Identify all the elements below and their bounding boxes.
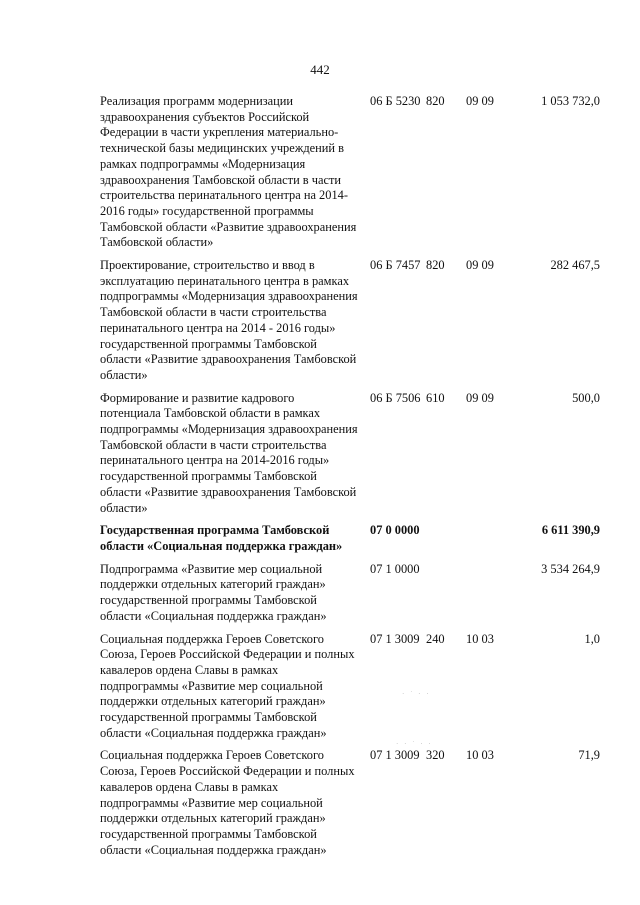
budget-table xyxy=(100,94,600,865)
table-row xyxy=(100,562,600,632)
row-expense-type xyxy=(426,562,460,632)
row-section-code: 09 09 xyxy=(466,94,494,108)
row-target-code: 06 Б 5230 xyxy=(370,94,421,108)
row-amount: 282 467,5 xyxy=(550,258,600,273)
row-amount: 1,0 xyxy=(584,631,600,646)
row-section-code xyxy=(460,562,500,632)
row-name: Государственная программа Тамбовской области «Социальная поддержка граждан» xyxy=(100,523,343,553)
row-expense-type: 320 xyxy=(426,748,445,763)
row-expense-type: 240 xyxy=(426,631,445,646)
row-amount: 3 534 264,9 xyxy=(541,561,600,576)
row-section-code: 10 03 xyxy=(466,631,494,646)
row-section-code: 10 03 xyxy=(466,748,494,763)
row-target-code: 06 Б 7457 xyxy=(370,258,421,273)
row-expense-type: 820 xyxy=(426,258,445,273)
row-name: Подпрограмма «Развитие мер социальной поддержки отдельных категорий граждан» государственной программы Тамбовской области «Социальная поддержка граждан» xyxy=(100,561,327,623)
row-amount: 6 611 390,9 xyxy=(541,523,600,538)
row-target-code: 07 1 3009 xyxy=(370,748,420,763)
row-target-code: 07 1 0000 xyxy=(370,561,420,576)
table-row xyxy=(100,632,600,749)
row-name: Проектирование, строительство и ввод в эксплуатацию перинатального центра в рамках подпрограммы «Модернизация здравоохранения Тамбовской области в части строительства перинатального центра на 2014 - 2016 годы» государственной программы Тамбовской области «Развитие здравоохранения Тамбовской области» xyxy=(100,258,358,382)
page-number: 442 xyxy=(310,62,330,77)
row-expense-type: 610 xyxy=(426,390,445,405)
table-row xyxy=(100,391,600,524)
row-target-code: 06 Б 7506 xyxy=(370,390,421,405)
scan-artifact: · · ˙ · · xyxy=(396,740,433,748)
row-amount: 500,0 xyxy=(572,390,600,405)
table-row xyxy=(100,94,600,258)
row-name: Реализация программ модернизации здравоохранения субъектов Российской Федерации в части укрепления материально-технической базы медицинских учреждений в рамках подпрограммы «Модернизация здравоохранения Тамбовской области в части строительства перинатального центра на 2014-2016 годы» государственной программы Тамбовской области «Развитие здравоохранения Тамбовской области» xyxy=(100,94,357,250)
row-name: Формирование и развитие кадрового потенциала Тамбовской области в рамках подпрограммы «Модернизация здравоохранения Тамбовской области в части строительства перинатального центра на 2014-2016 годы» государственной программы Тамбовской области «Развитие здравоохранения Тамбовской области» xyxy=(100,390,358,515)
row-section-code: 09 09 xyxy=(466,258,494,273)
row-section-code: 09 09 xyxy=(466,390,494,405)
row-expense-type xyxy=(426,523,460,561)
row-target-code: 07 1 3009 xyxy=(370,631,420,646)
scan-artifact: · ˙ · · xyxy=(402,690,431,698)
row-amount: 1 053 732,0 xyxy=(541,94,600,108)
row-name: Социальная поддержка Героев Советского Союза, Героев Российской Федерации и полных кавалеров ордена Славы в рамках подпрограммы «Развитие мер социальной поддержки отдельных категорий граждан» государственной программы Тамбовской области «Социальная поддержка граждан» xyxy=(100,631,355,740)
row-name: Социальная поддержка Героев Советского Союза, Героев Российской Федерации и полных кавалеров ордена Славы в рамках подпрограммы «Развитие мер социальной поддержки отдельных категорий граждан» государственной программы Тамбовской области «Социальная поддержка граждан» xyxy=(100,748,355,857)
table-row xyxy=(100,523,600,561)
row-amount: 71,9 xyxy=(578,748,600,763)
row-expense-type: 820 xyxy=(426,94,445,108)
row-target-code: 07 0 0000 xyxy=(370,523,420,538)
table-row xyxy=(100,748,600,865)
table-row xyxy=(100,258,600,391)
row-section-code xyxy=(460,523,500,561)
